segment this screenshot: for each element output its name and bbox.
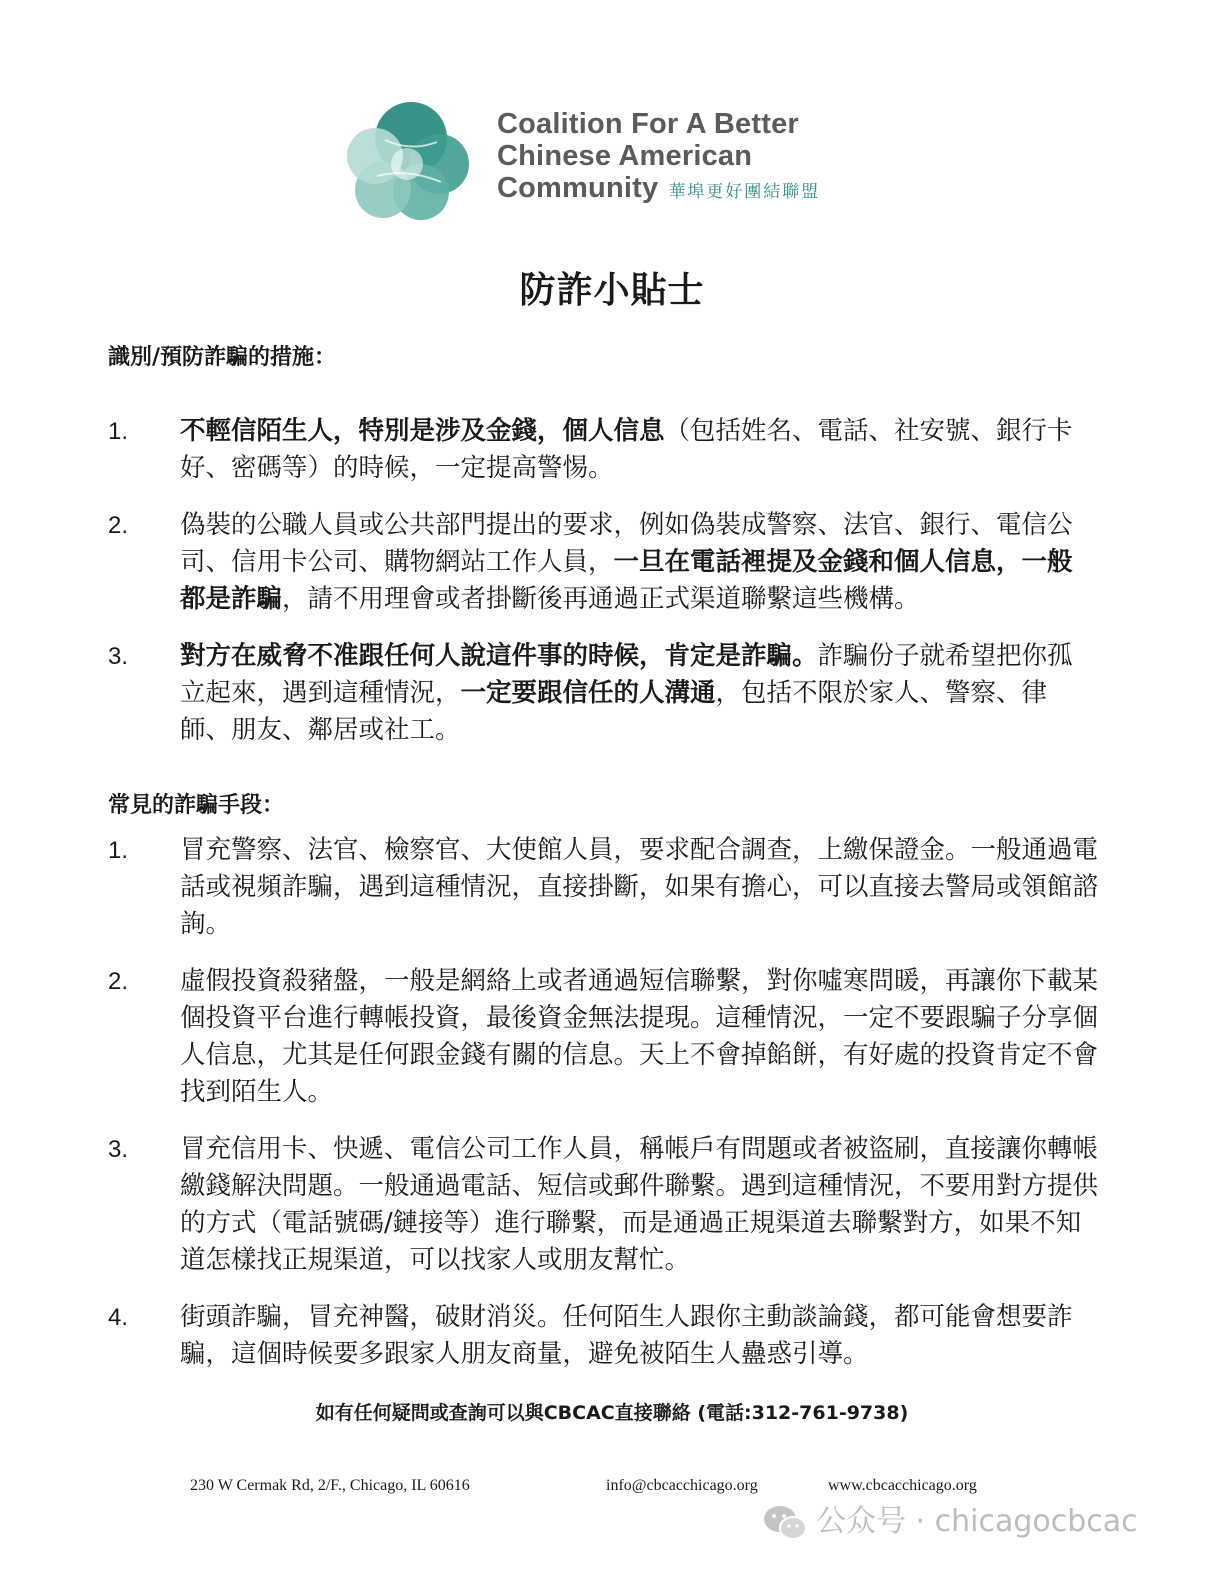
org-name-line1: Coalition For A Better	[497, 108, 799, 140]
footer-website[interactable]: www.cbcacchicago.org	[828, 1477, 977, 1494]
org-name	[497, 108, 820, 208]
list-item	[108, 963, 1098, 1111]
emphasis: 不輕信陌生人，特別是涉及金錢，個人信息	[180, 416, 665, 446]
org-name-line2: Chinese American	[497, 140, 753, 172]
footer-address: 230 W Cermak Rd, 2/F., Chicago, IL 60616	[190, 1477, 470, 1494]
list-item-text: 冒充信用卡、快遞、電信公司工作人員，稱帳戶有問題或者被盜刷，直接讓你轉帳繳錢解決問題。一般通過電話、短信或郵件聯繫。遇到這種情況，不要用對方提供的方式（電話號碼/鏈接等）進行聯繫，而是通過正規渠道去聯繫對方，如果不知道怎樣找正規渠道，可以找家人或朋友幫忙。	[180, 1134, 1099, 1275]
scam-list	[108, 832, 1098, 1393]
list-item-text	[180, 638, 1098, 749]
list-item	[108, 832, 1098, 943]
section-heading-common-scams: 常見的詐騙手段：	[108, 793, 285, 818]
list-item-text	[180, 413, 1098, 487]
header	[345, 98, 905, 222]
emphasis: 一定要跟信任的人溝通	[460, 678, 716, 708]
emphasis: 一旦在電話裡提及金錢和個人信息，一般都是詐騙	[180, 547, 1073, 614]
list-item-text	[180, 507, 1098, 618]
emphasis: 對方在威脅不准跟任何人說這件事的時候，肯定是詐騙。	[180, 641, 818, 671]
text: ，包括不限於家人、警察、律師、朋友、鄰居或社工。	[180, 678, 1048, 745]
prevention-list	[108, 413, 1098, 769]
list-item-number: 1.	[108, 418, 129, 445]
section-heading-prevention: 識別/預防詐騙的措施：	[108, 345, 337, 370]
org-name-line3	[497, 172, 820, 208]
list-item	[108, 638, 1098, 749]
page-title: 防詐小貼士	[519, 270, 705, 311]
list-item-text: 冒充警察、法官、檢察官、大使館人員，要求配合調查，上繳保證金。一般通過電話或視頻詐騙，遇到這種情況，直接掛斷，如果有擔心，可以直接去警局或領館諮詢。	[180, 835, 1099, 939]
text: （包括姓名、電話、社安號、銀行卡好、密碼等）的時候，一定提高警惕。	[180, 416, 1073, 483]
org-name-chinese: 華埠更好團結聯盟	[668, 182, 821, 201]
list-item-number: 4.	[108, 1304, 129, 1331]
list-item-number: 2.	[108, 512, 129, 539]
text: 詐騙份子就希望把你孤立起來，遇到這種情況，	[180, 641, 1073, 708]
list-item-text: 街頭詐騙，冒充神醫，破財消災。任何陌生人跟你主動談論錢，都可能會想要詐騙，這個時候要多跟家人朋友商量，避免被陌生人蠱惑引導。	[180, 1302, 1073, 1369]
list-item-number: 2.	[108, 968, 129, 995]
list-item-number: 1.	[108, 837, 129, 864]
contact-line: 如有任何疑問或查詢可以與CBCAC直接聯絡 (電話:312-761-9738)	[315, 1402, 909, 1424]
cbcac-logo-icon	[345, 98, 475, 222]
list-item	[108, 1131, 1098, 1279]
list-item-text: 虛假投資殺豬盤，一般是網絡上或者通過短信聯繫，對你噓寒問暖，再讓你下載某個投資平台進行轉帳投資，最後資金無法提現。這種情況，一定不要跟騙子分享個人信息，尤其是任何跟金錢有關的信息。天上不會掉餡餅，有好處的投資肯定不會找到陌生人。	[180, 966, 1099, 1107]
list-item	[108, 1299, 1098, 1373]
list-item	[108, 413, 1098, 487]
text: 偽裝的公職人員或公共部門提出的要求，例如偽裝成警察、法官、銀行、電信公司、信用卡公司、購物網站工作人員，	[180, 510, 1073, 577]
list-item-number: 3.	[108, 643, 129, 670]
wechat-icon	[762, 1504, 808, 1542]
watermark	[762, 1500, 1138, 1544]
list-item-number: 3.	[108, 1136, 129, 1163]
watermark-text: 公众号 · chicagocbcac	[816, 1504, 1138, 1539]
org-name-community: Community	[497, 172, 659, 204]
list-item	[108, 507, 1098, 618]
footer-email[interactable]: info@cbcacchicago.org	[606, 1477, 758, 1494]
text: ，請不用理會或者掛斷後再通過正式渠道聯繫這些機構。	[282, 584, 920, 614]
